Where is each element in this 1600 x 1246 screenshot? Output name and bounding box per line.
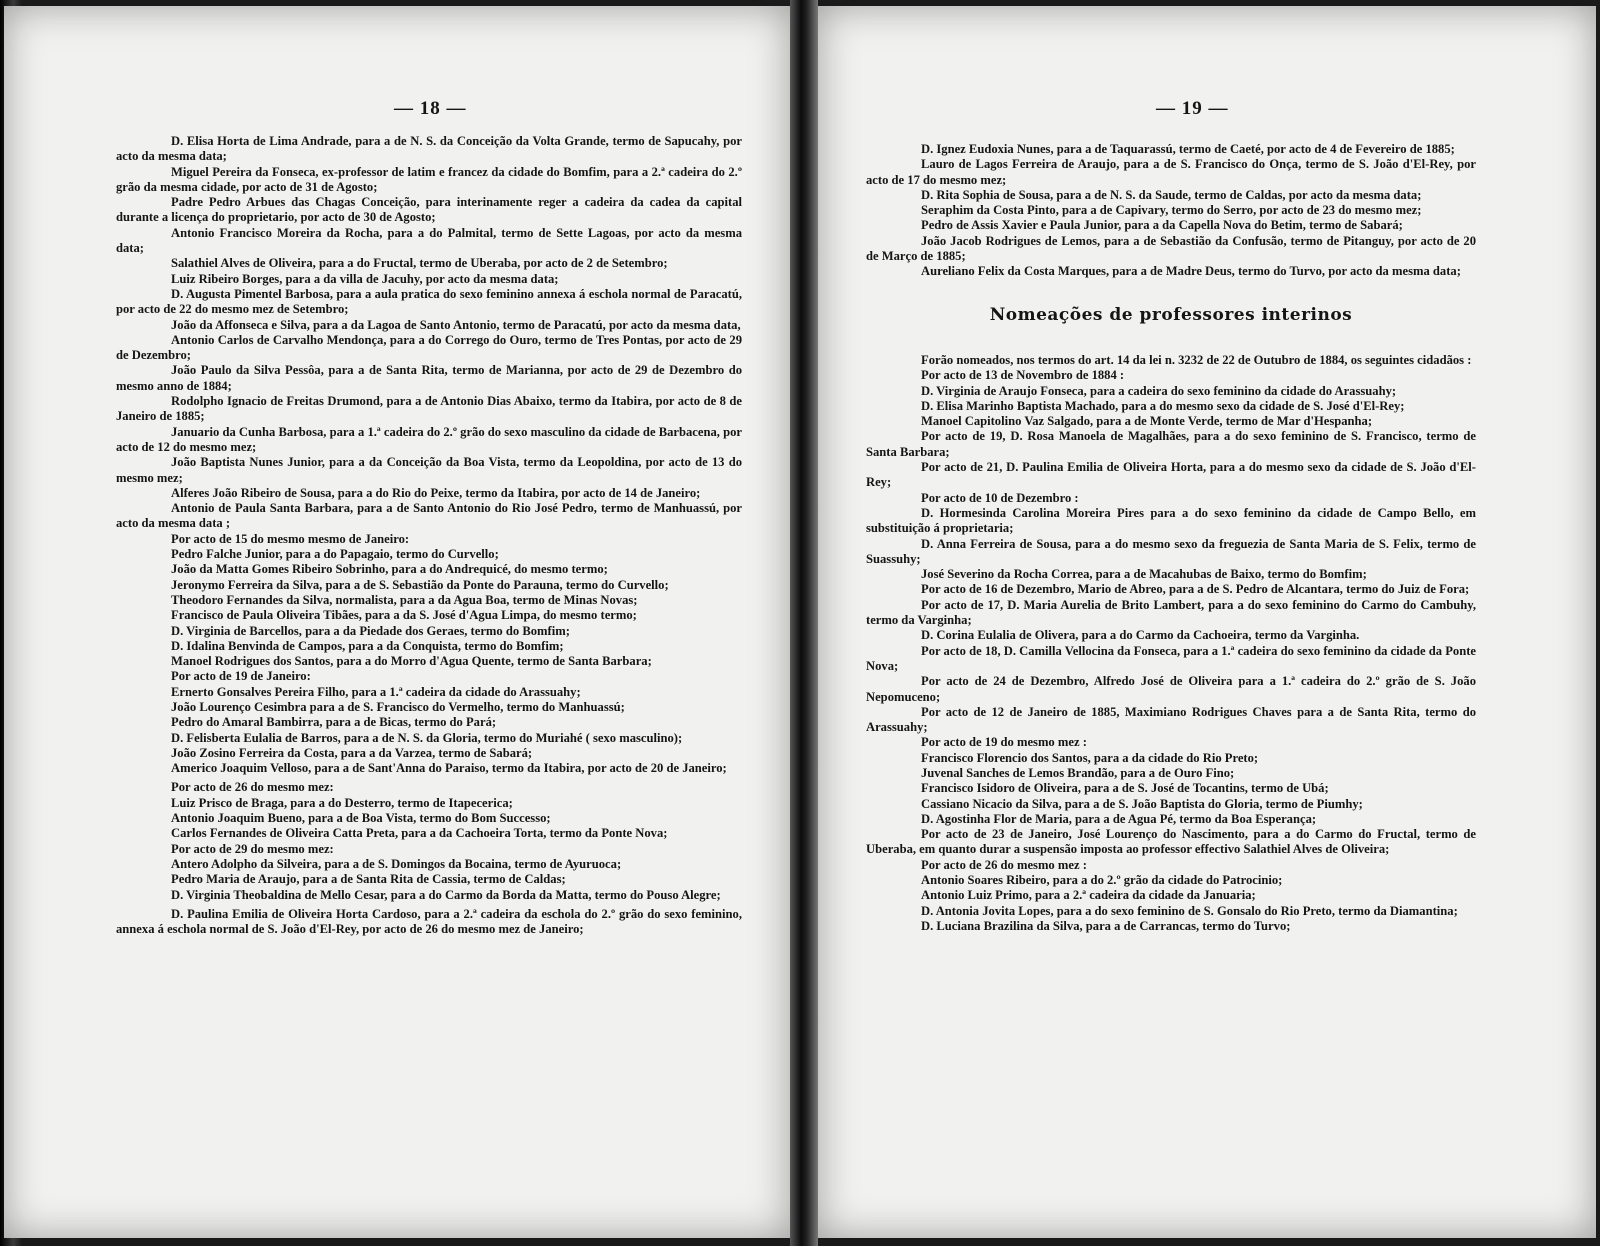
paragraph: D. Felisberta Eulalia de Barros, para a de N. S. da Gloria, termo do Muriahé ( sexo masculino); xyxy=(171,730,683,745)
paragraph: Luiz Prisco de Braga, para a do Desterro, termo de Itapecerica; xyxy=(171,795,513,810)
paragraph: Januario da Cunha Barbosa, para a 1.ª cadeira do 2.º grão do sexo masculino da cidade de Barbacena, por acto de 12 do mesmo mez; xyxy=(116,424,742,454)
paragraph: D. Anna Ferreira de Sousa, para a do mesmo sexo da freguezia de Santa Maria de S. Felix, termo de Suassuhy; xyxy=(866,536,1476,566)
paragraph: D. Rita Sophia de Sousa, para a de N. S. da Saude, termo de Caldas, por acto da mesma data; xyxy=(921,187,1422,202)
paragraph: Pedro do Amaral Bambirra, para a de Bicas, termo do Pará; xyxy=(171,715,497,730)
paragraph: Lauro de Lagos Ferreira de Araujo, para a de S. Francisco do Onça, termo de S. João d'El-Rey, por acto de 17 do mesmo mez; xyxy=(866,157,1476,187)
paragraph: D. Elisa Horta de Lima Andrade, para a de N. S. da Conceição da Volta Grande, termo de Sapucahy, por acto da mesma data; xyxy=(116,134,742,164)
paragraph: Por acto de 10 de Dezembro : xyxy=(921,490,1079,505)
paragraph: D. Virginia de Barcellos, para a da Piedade dos Geraes, termo do Bomfim; xyxy=(171,623,570,638)
paragraph: Luiz Ribeiro Borges, para a da villa de Jacuhy, por acto da mesma data; xyxy=(171,271,559,286)
paragraph: João da Affonseca e Silva, para a da Lagoa de Santo Antonio, termo de Paracatú, por acto da mesma data, xyxy=(171,317,741,332)
right-text-column xyxy=(866,142,1476,934)
paragraph: Miguel Pereira da Fonseca, ex-professor de latim e francez da cidade do Bomfim, para a 2.ª cadeira do 2.º grão da mesma cidade, por acto de 31 de Agosto; xyxy=(116,164,742,194)
paragraph: Francisco Florencio dos Santos, para a da cidade do Rio Preto; xyxy=(921,750,1259,765)
paragraph: Alferes João Ribeiro de Sousa, para a do Rio do Peixe, termo da Itabira, por acto de 14 de Janeiro; xyxy=(171,485,701,500)
paragraph: Rodolpho Ignacio de Freitas Drumond, para a de Antonio Dias Abaixo, termo da Itabira, por acto de 8 de Janeiro de 1885; xyxy=(116,394,742,424)
paragraph: D. Corina Eulalia de Olivera, para a do Carmo da Cachoeira, termo da Varginha. xyxy=(921,628,1360,643)
paragraph: Pedro Maria de Araujo, para a de Santa Rita de Cassia, termo de Caldas; xyxy=(171,872,566,887)
paragraph: Por acto de 26 do mesmo mez: xyxy=(171,780,334,795)
paragraph: José Severino da Rocha Correa, para a de Macahubas de Baixo, termo do Bomfim; xyxy=(921,567,1367,582)
page-number-right: — 19 — xyxy=(1156,98,1229,119)
paragraph: D. Elisa Marinho Baptista Machado, para a do mesmo sexo da cidade de S. José d'El-Rey; xyxy=(921,398,1405,413)
page-number-left: — 18 — xyxy=(394,98,467,119)
paragraph: Jeronymo Ferreira da Silva, para a de S. Sebastião da Ponte do Parauna, termo do Curvello; xyxy=(171,577,669,592)
paragraph: João Lourenço Cesimbra para a de S. Francisco do Vermelho, termo do Manhuassú; xyxy=(171,699,625,714)
interim-appointments xyxy=(866,353,1476,934)
paragraph: Antonio Luiz Primo, para a 2.ª cadeira da cidade da Januaria; xyxy=(921,888,1256,903)
paragraph: João Baptista Nunes Junior, para a da Conceição da Boa Vista, termo da Leopoldina, por acto de 13 do mesmo mez; xyxy=(116,455,742,485)
paragraph: Cassiano Nicacio da Silva, para a de S. João Baptista do Gloria, termo de Piumhy; xyxy=(921,796,1363,811)
right-page xyxy=(818,6,1596,1238)
left-text-column xyxy=(116,134,742,937)
paragraph: Forão nomeados, nos termos do art. 14 da lei n. 3232 de 22 de Outubro de 1884, os seguintes cidadãos : xyxy=(921,352,1472,367)
paragraph: João da Matta Gomes Ribeiro Sobrinho, para a do Andrequicé, do mesmo termo; xyxy=(171,562,608,577)
paragraph: Americo Joaquim Velloso, para a de Sant'Anna do Paraiso, termo da Itabira, por acto de 20 de Janeiro; xyxy=(171,761,727,776)
paragraph: Antonio Soares Ribeiro, para a do 2.º grão da cidade do Patrocinio; xyxy=(921,873,1283,888)
book-gutter xyxy=(790,0,818,1246)
paragraph: Manoel Capitolino Vaz Salgado, para a de Monte Verde, termo de Mar d'Hespanha; xyxy=(921,414,1373,429)
paragraph: Manoel Rodrigues dos Santos, para a do Morro d'Agua Quente, termo de Santa Barbara; xyxy=(171,654,652,669)
paragraph: João Jacob Rodrigues de Lemos, para a de Sebastião da Confusão, termo de Pitanguy, por acto de 20 de Março de 1885; xyxy=(866,233,1476,264)
paragraph: D. Hormesinda Carolina Moreira Pires para a do sexo feminino da cidade de Campo Bello, em substituição á proprietaria; xyxy=(866,505,1476,536)
paragraph: Ernerto Gonsalves Pereira Filho, para a 1.ª cadeira da cidade do Arassuahy; xyxy=(171,684,581,699)
paragraph: Carlos Fernandes de Oliveira Catta Preta, para a da Cachoeira Torta, termo da Ponte Nova; xyxy=(171,826,668,841)
paragraph: Por acto de 26 do mesmo mez : xyxy=(921,857,1087,872)
paragraph: Francisco de Paula Oliveira Tibães, para a da S. José d'Agua Limpa, do mesmo termo; xyxy=(171,608,637,623)
paragraph: Antero Adolpho da Silveira, para a de S. Domingos da Bocaina, termo de Ayuruoca; xyxy=(171,856,622,871)
paragraph: D. Augusta Pimentel Barbosa, para a aula pratica do sexo feminino annexa á eschola normal de Paracatú, por acto de 22 do mesmo mez de Setembro; xyxy=(116,286,742,317)
paragraph: Juvenal Sanches de Lemos Brandão, para a de Ouro Fino; xyxy=(921,765,1235,780)
paragraph: Antonio de Paula Santa Barbara, para a de Santo Antonio do Rio José Pedro, termo de Manhuassú, por acto da mesma data ; xyxy=(116,501,742,531)
paragraph: Por acto de 24 de Dezembro, Alfredo José de Oliveira para a 1.ª cadeira do 2.º grão de S. João Nepomuceno; xyxy=(866,674,1476,704)
paragraph: Pedro Falche Junior, para a do Papagaio, termo do Curvello; xyxy=(171,547,499,562)
paragraph: Por acto de 18, D. Camilla Vellocina da Fonseca, para a 1.ª cadeira do sexo feminino da cidade da Ponte Nova; xyxy=(866,643,1476,673)
paragraph: João Zosino Ferreira da Costa, para a da Varzea, termo de Sabará; xyxy=(171,745,533,760)
paragraph: Seraphim da Costa Pinto, para a de Capivary, termo do Serro, por acto de 23 do mesmo mez; xyxy=(921,203,1422,218)
paragraph: Por acto de 16 de Dezembro, Mario de Abreo, para a de S. Pedro de Alcantara, termo do Juiz de Fora; xyxy=(921,582,1470,597)
paragraph: Antonio Carlos de Carvalho Mendonça, para a do Corrego do Ouro, termo de Tres Pontas, por acto de 29 de Dezembro; xyxy=(116,332,742,363)
paragraph: Por acto de 29 do mesmo mez: xyxy=(171,841,334,856)
paragraph: D. Luciana Brazilina da Silva, para a de Carrancas, termo do Turvo; xyxy=(921,918,1291,933)
paragraph: D. Ignez Eudoxia Nunes, para a de Taquarassú, termo de Caeté, por acto de 4 de Fevereiro de 1885; xyxy=(921,142,1455,156)
left-page xyxy=(4,6,790,1238)
paragraph: D. Idalina Benvinda de Campos, para a da Conquista, termo do Bomfim; xyxy=(171,638,564,653)
appointments-continued xyxy=(866,142,1476,280)
paragraph: Por acto de 15 do mesmo mesmo de Janeiro: xyxy=(171,531,410,546)
paragraph: Aureliano Felix da Costa Marques, para a de Madre Deus, termo do Turvo, por acto da mesma data; xyxy=(921,264,1461,279)
paragraph: Theodoro Fernandes da Silva, normalista, para a da Agua Boa, termo de Minas Novas; xyxy=(171,592,638,607)
paragraph: Por acto de 19 de Janeiro: xyxy=(171,669,311,684)
paragraph: Por acto de 19 do mesmo mez : xyxy=(921,735,1087,750)
paragraph: D. Virginia de Araujo Fonseca, para a cadeira do sexo feminino da cidade do Arassuahy; xyxy=(921,383,1397,398)
paragraph: Por acto de 12 de Janeiro de 1885, Maximiano Rodrigues Chaves para a de Santa Rita, termo do Arassuahy; xyxy=(866,704,1476,735)
paragraph: Por acto de 21, D. Paulina Emilia de Oliveira Horta, para a do mesmo sexo da cidade de S. João d'El-Rey; xyxy=(866,460,1476,490)
paragraph: Antonio Francisco Moreira da Rocha, para a do Palmital, termo de Sette Lagoas, por acto da mesma data; xyxy=(116,225,742,256)
paragraph: João Paulo da Silva Pessôa, para a de Santa Rita, termo de Marianna, por acto de 29 de Dezembro do mesmo anno de 1884; xyxy=(116,363,742,393)
paragraph: Por acto de 17, D. Maria Aurelia de Brito Lambert, para a do sexo feminino do Carmo do Cambuhy, termo da Varginha; xyxy=(866,597,1476,628)
paragraph: Francisco Isidoro de Oliveira, para a de S. José de Tocantins, termo de Ubá; xyxy=(921,781,1329,796)
paragraph: Antonio Joaquim Bueno, para a de Boa Vista, termo do Bom Successo; xyxy=(171,811,551,826)
paragraph: Por acto de 19, D. Rosa Manoela de Magalhães, para a do sexo feminino de S. Francisco, termo de Santa Barbara; xyxy=(866,429,1476,459)
paragraph: Padre Pedro Arbues das Chagas Conceição, para interinamente reger a cadeira da cadea da capital durante a licença do proprietario, por acto de 30 de Agosto; xyxy=(116,195,742,225)
paragraph: Por acto de 23 de Janeiro, José Lourenço do Nascimento, para a do Carmo do Fructal, termo de Uberaba, em quanto durar a suspensão imposta ao professor effectivo Salathiel Alves de Oliveira; xyxy=(866,827,1476,857)
paragraph: D. Agostinha Flor de Maria, para a de Agua Pé, termo da Boa Esperança; xyxy=(921,811,1317,826)
section-heading: Nomeações de professores interinos xyxy=(989,304,1353,325)
paragraph: D. Antonia Jovita Lopes, para a do sexo feminino de S. Gonsalo do Rio Preto, termo da Diamantina; xyxy=(921,903,1458,918)
paragraph: Pedro de Assis Xavier e Paula Junior, para a da Capella Nova do Betim, termo de Sabará; xyxy=(921,218,1403,233)
paragraph: D. Paulina Emilia de Oliveira Horta Cardoso, para a 2.ª cadeira da eschola do 2.º grão do sexo feminino, annexa á eschola normal de S. João d'El-Rey, por acto de 26 do mesmo mez de Janeiro; xyxy=(116,906,742,937)
paragraph: Salathiel Alves de Oliveira, para a do Fructal, termo de Uberaba, por acto de 2 de Setembro; xyxy=(171,256,668,271)
paragraph: Por acto de 13 de Novembro de 1884 : xyxy=(921,368,1125,383)
paragraph: D. Virginia Theobaldina de Mello Cesar, para a do Carmo da Borda da Matta, termo do Pouso Alegre; xyxy=(171,887,721,902)
